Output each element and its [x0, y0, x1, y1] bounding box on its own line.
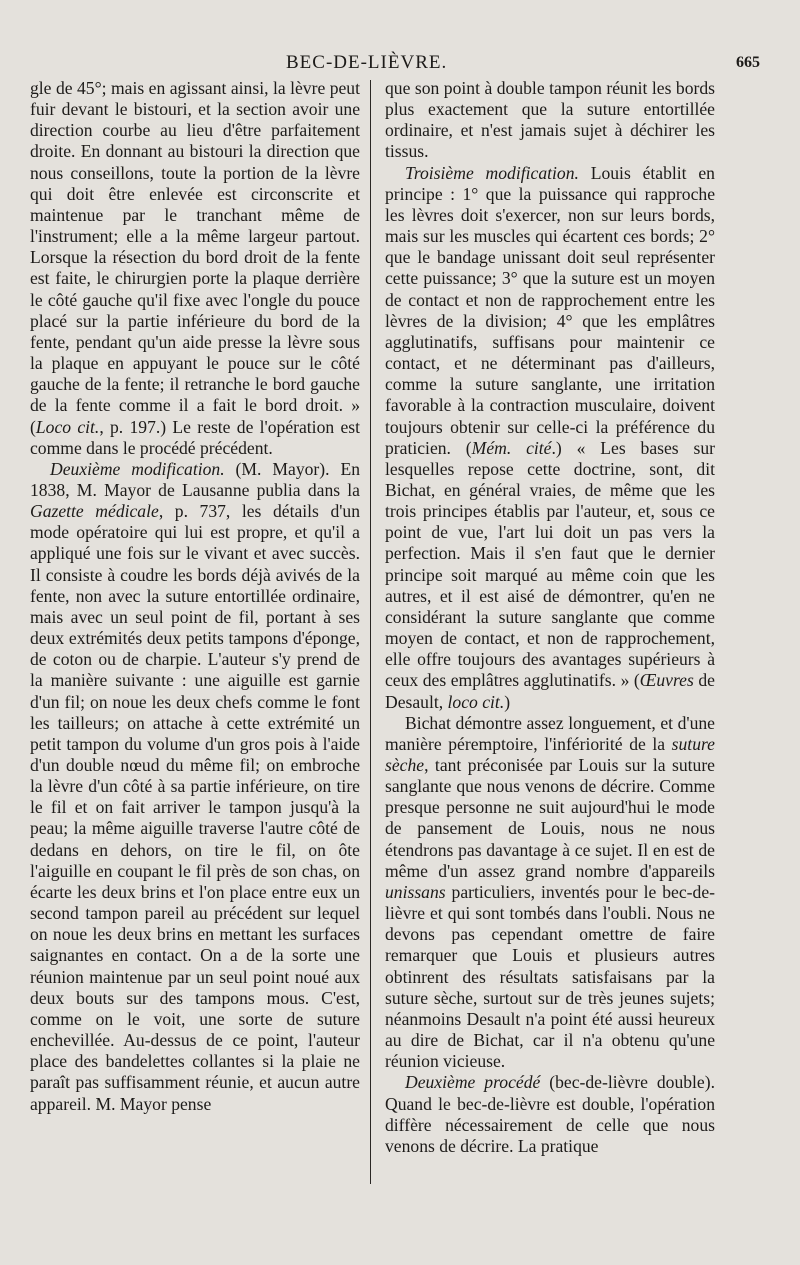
text-run: que son point à double tampon réunit les bords plus exactement que la suture entortillée ordinaire, et n'est jamais sujet à déchirer les tissus. [385, 78, 715, 162]
right-column [385, 78, 715, 1157]
text-run: , p. 197.) Le reste de l'opération est comme dans le procédé précédent. [30, 416, 360, 458]
paragraph [385, 1072, 715, 1157]
text-run: particuliers, inventés pour le bec-de-lièvre et qui sont tombés dans l'oubli. Nous ne devons pas cependant omettre de faire remarquer que Louis et plusieurs autres obtinrent des résultats satisfaisans par la suture sèche, surtout sur de très jeunes sujets; néanmoins Desault n'a point été aussi heureux au dire de Bichat, car il n'a obtenu qu'une réunion vicieuse. [385, 881, 715, 1072]
page-number: 665 [736, 54, 760, 71]
paragraph [385, 163, 715, 713]
text-run: (M. Mayor). En 1838, M. Mayor de Lausanne publia dans la [30, 458, 360, 500]
work-title: Œuvres [639, 670, 694, 691]
text-run: (bec-de-lièvre double). Quand le bec-de-lièvre est double, l'opération diffère nécessairement de celle que nous venons de décrire. La pratique [385, 1072, 715, 1156]
citation-ref: Loco cit. [35, 416, 100, 437]
section-title: Troisième modification. [405, 162, 579, 183]
text-run: , tant préconisée par Louis sur la suture sanglante que nous venons de décrire. Comme presque personne ne suit aujourd'hui le mode de pansement de Louis, nous ne nous étendrons pas davantage à ce sujet. Il en est de même d'un assez grand nombre d'appareils [385, 755, 715, 881]
text-run: ) [504, 691, 511, 712]
journal-title: Gazette médicale [30, 501, 159, 522]
left-column [30, 78, 360, 1115]
paragraph [385, 78, 715, 163]
text-run: gle de 45°; mais en agissant ainsi, la lèvre peut fuir devant le bistouri, et la section avoir une direction courbe au lieu d'être parfaitement droite. En donnant au bistouri la direction que nous conseillons, toute la portion de la lèvre qui doit être enlevée est circonscrite et maintenue par le tranchant même de l'instrument; elle a la même largeur partout. Lorsque la résection du bord droit de la fente est faite, le chirurgien porte la plaque derrière le côté gauche qu'il fixe avec l'ongle du pouce placé sur la partie inférieure du bord de la fente, pendant qu'un aide presse la lèvre sous la plaque en appuyant le pouce sur le côté gauche de la fente; il retranche le bord gauche de la fente comme il a fait le bord droit. » ( [30, 78, 360, 437]
citation-ref: loco cit. [447, 691, 505, 712]
paragraph [30, 459, 360, 1115]
paragraph [30, 78, 360, 459]
text-run: Louis établit en principe : 1° que la puissance qui rapproche les lèvres doit s'exercer, non sur leurs bords, mais sur les muscles qui écartent ces bords; 2° que le bandage unissant doit seul représenter cette puissance; 3° que la suture est un moyen de contact et non de rapprochement entre les lèvres de la division; 4° que les emplâtres agglutinatifs, suffisans pour maintenir ce contact, et ne déterminant pas d'ailleurs, comme la suture sanglante, une irritation favorable à la contraction musculaire, doivent toujours obtenir sur celle-ci la préférence du praticien. ( [385, 162, 715, 458]
text-run: Bichat démontre assez longuement, et d'une manière péremptoire, l'infériorité de la [385, 712, 715, 754]
section-title: Deuxième modification. [50, 458, 225, 479]
term: suture sèche [385, 733, 715, 775]
column-divider [370, 80, 371, 1184]
paragraph [385, 713, 715, 1073]
text-run: .) « Les bases sur lesquelles repose cette doctrine, sont, dit Bichat, en général vraies, de même que les trois principes établis par l'auteur, et, sous ce point de vue, l'art lui doit un pas vers la perfection. Mais il s'en faut que le dernier principe soit marqué au même coin que les autres, et il est aisé de démontrer, qu'en ne considérant la suture sanglante que comme moyen de contact, et non de rapprochement, elle offre toujours des avantages supérieurs à ceux des emplâtres agglutinatifs. » ( [385, 437, 715, 691]
page-header [0, 50, 800, 76]
text-run: de Desault, [385, 670, 715, 712]
text-run: , p. 737, les détails d'un mode opératoire qui lui est propre, et qu'il a appliqué une fois sur le vivant et avec succès. Il consiste à coudre les bords déjà avivés de la fente, non avec la suture entortillée ordinaire, mais avec un seul point de fil, portant à ses deux extrémités deux petits tampons d'éponge, de coton ou de charpie. L'auteur s'y prend de la manière suivante : une aiguille est garnie d'un fil; on noue les deux chefs comme le font les tailleurs; on attache à cette extrémité un petit tampon du volume d'un gros pois à l'aide d'un double nœud du même fil; on embroche la lèvre d'un côté à sa partie inférieure, on tire le fil et on fait arriver le tampon jusqu'à la peau; la même aiguille traverse l'autre côté de dedans en dehors, on tire le fil, on ôte l'aiguille en coupant le fil près de son chas, on écarte les deux brins et l'on place entre eux un second tampon pareil au précédent sur lequel on noue les deux brins en mettant les surfaces saignantes en contact. On a de la sorte une réunion maintenue par un seul point noué aux deux bouts sur des tampons mous. C'est, comme on le voit, une sorte de suture enchevillée. Au-dessus de ce point, l'auteur place des bandelettes collantes si la plaie ne paraît pas suffisamment réunie, et aucun autre appareil. M. Mayor pense [30, 501, 360, 1114]
section-title: Deuxième procédé [405, 1072, 541, 1093]
term: unissans [385, 881, 446, 902]
citation-ref: Mém. cité [471, 437, 552, 458]
running-title: BEC-DE-LIÈVRE. [286, 52, 448, 73]
